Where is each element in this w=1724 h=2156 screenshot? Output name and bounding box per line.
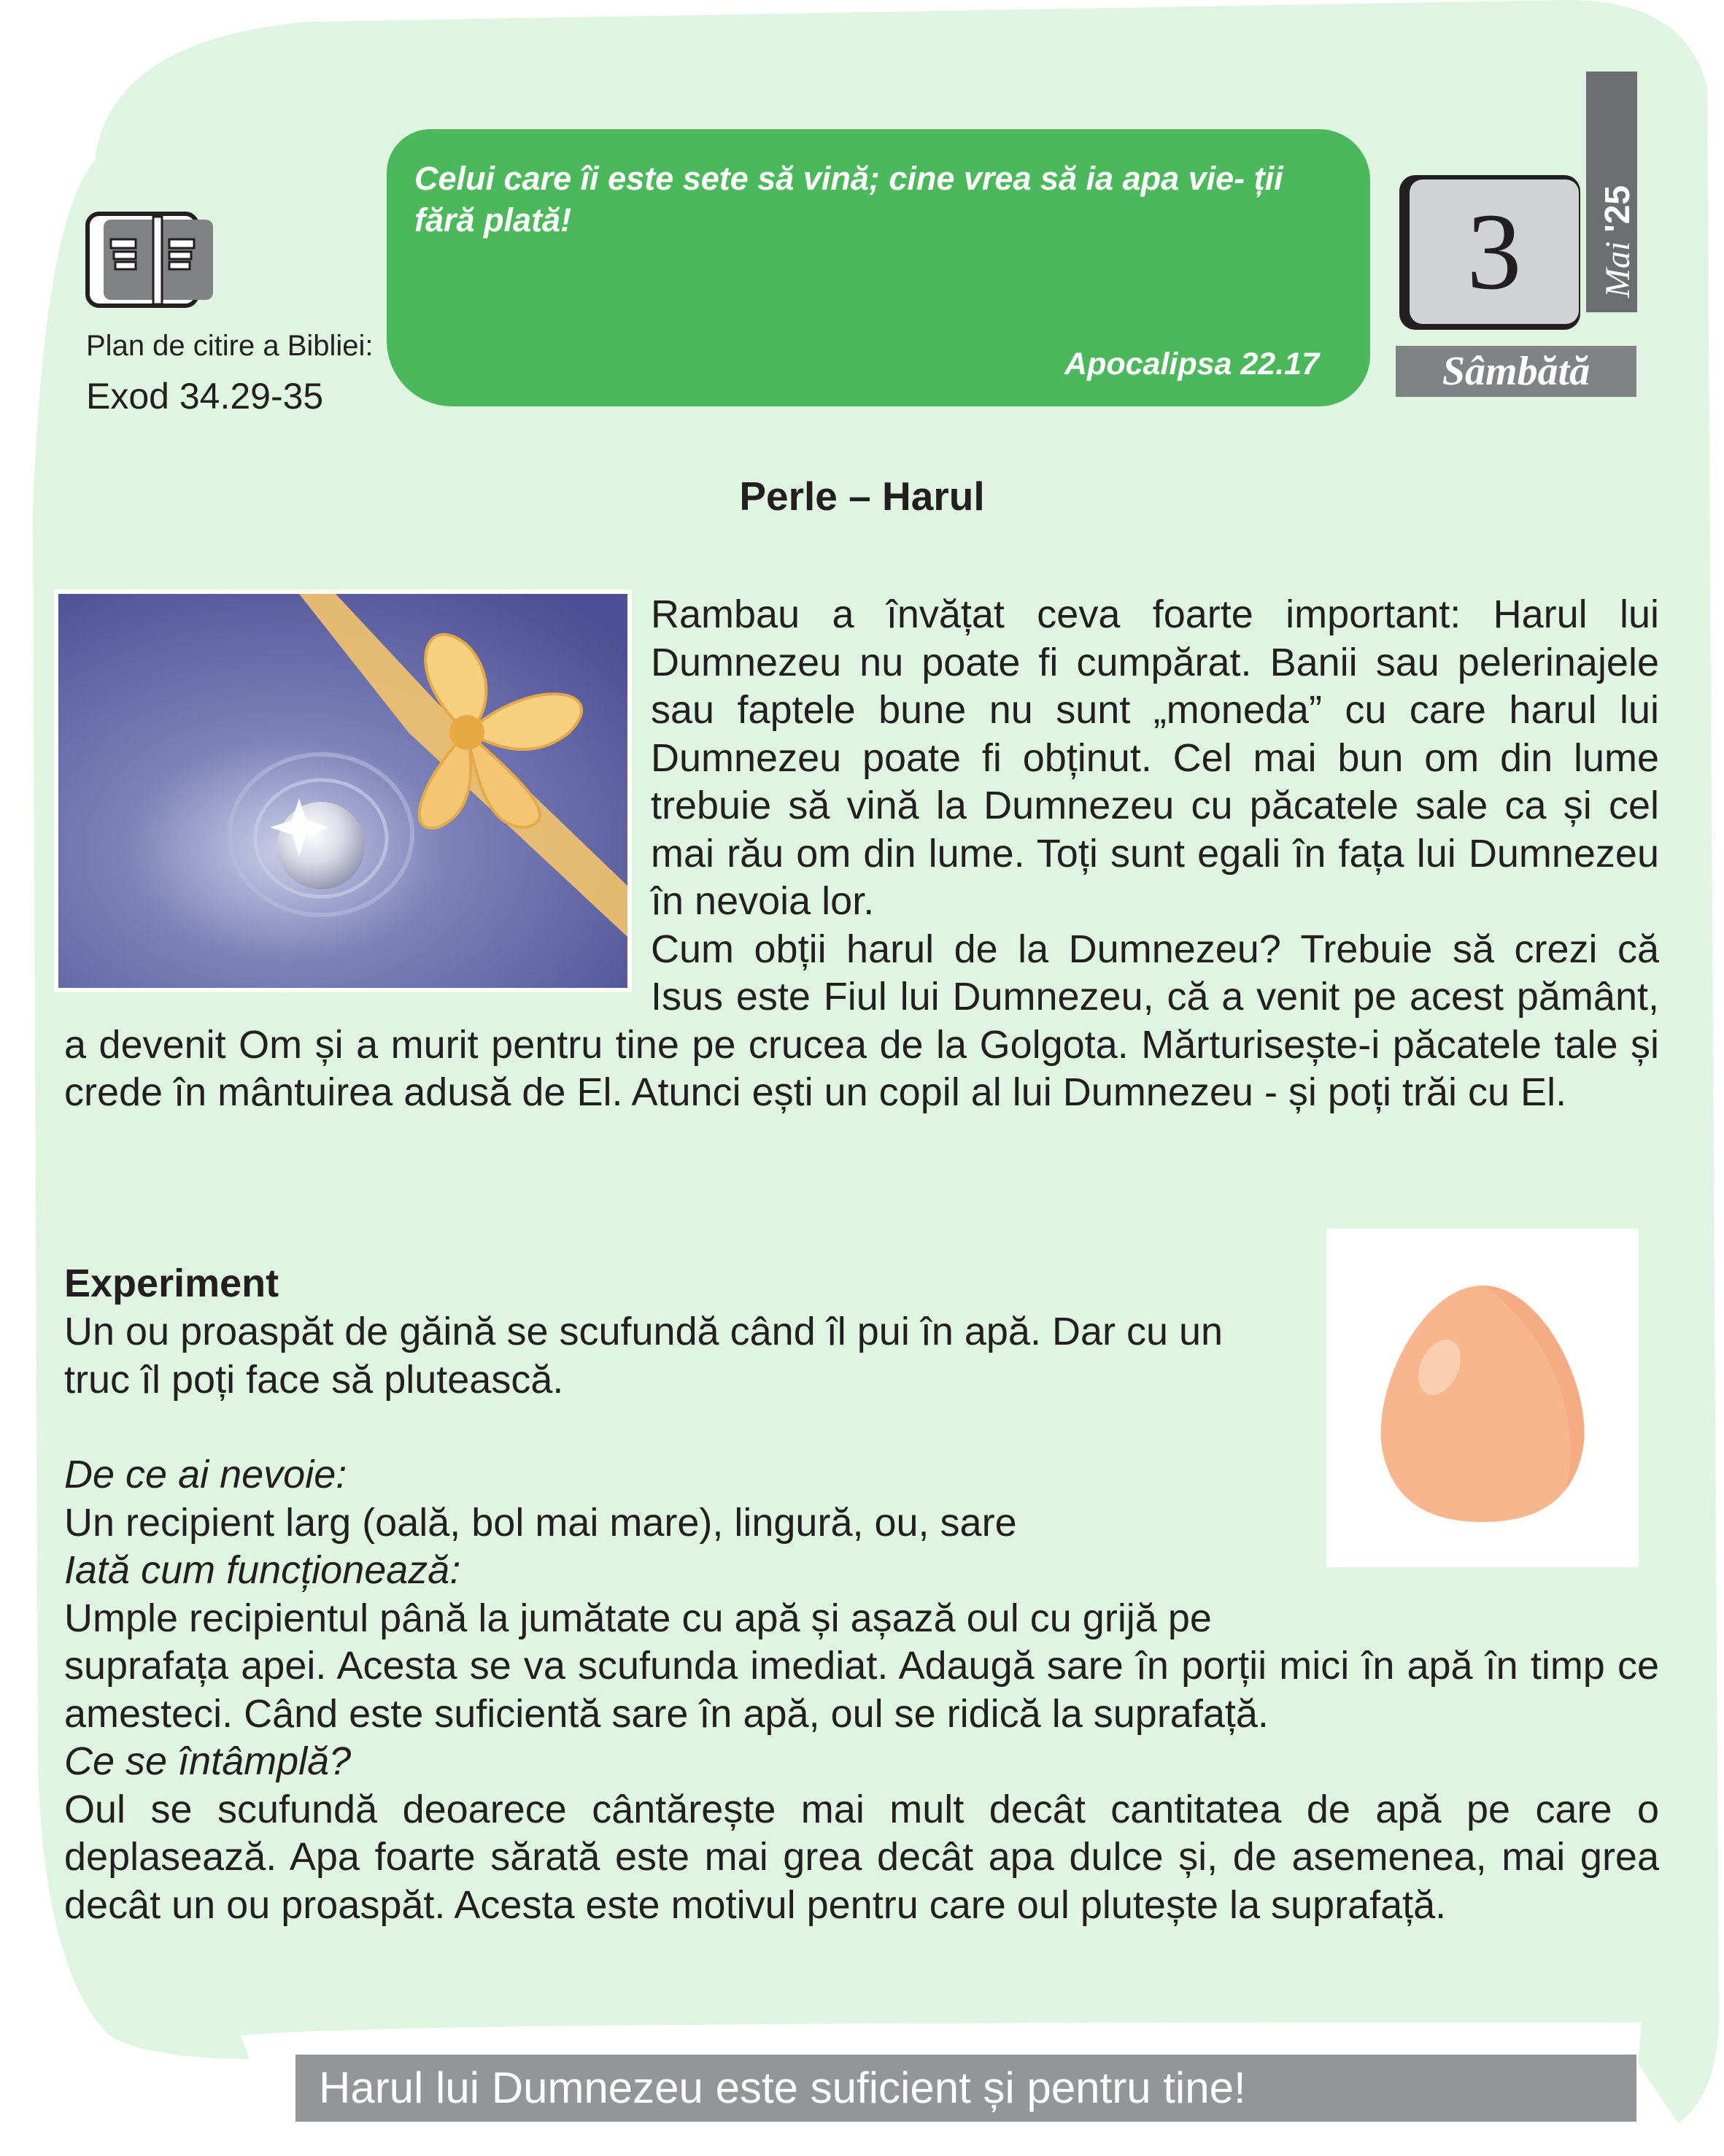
- experiment-heading: Experiment: [64, 1261, 279, 1305]
- day-card: [1410, 179, 1579, 324]
- month-year-label: [1598, 185, 1638, 298]
- how-heading: Iată cum funcționează:: [64, 1548, 461, 1592]
- day-number: 3: [1466, 191, 1522, 312]
- experiment-steps: [64, 1451, 1659, 1929]
- verse-reference: Apocalipsa 22.17: [1064, 347, 1319, 382]
- article-paragraph-1: Rambau a învățat ceva foarte important: Harul lui Dumnezeu nu poate fi cumpărat. Banii sau pelerinajele sau faptele bune nu sunt „moneda” cu care harul lui Dumnezeu poate fi obținut. Cel mai bun om din lume trebuie să vină la Dumnezeu cu păcatele sale ca și cel mai rău om din lume. Toți sunt egali în fața lui Dumnezeu în nevoia lor.: [651, 592, 1659, 923]
- needs-text: Un recipient larg (oală, bol mai mare), lingură, ou, sare: [64, 1500, 1017, 1545]
- footer-message: Harul lui Dumnezeu este suficient și pentru tine!: [319, 2063, 1246, 2112]
- what-heading: Ce se întâmplă?: [64, 1739, 352, 1783]
- how-line-1: Umple recipientul până la jumătate cu apă și așază oul cu grijă pe: [64, 1596, 1212, 1640]
- reading-plan-label: Plan de citire a Bibliei:: [86, 330, 374, 362]
- experiment-intro: [64, 1308, 1223, 1404]
- needs-heading: De ce ai nevoie:: [64, 1453, 347, 1496]
- article: [64, 591, 1659, 1117]
- what-text: Oul se scufundă deoarece cântărește mai mult decât cantitatea de apă pe care o deplasează. Apa foarte sărată este mai grea decât apa dulce și, de asemenea, mai grea decât un ou proaspăt. Acesta este motivul pentru care oul plutește la suprafață.: [64, 1787, 1659, 1927]
- year-label: '25: [1599, 185, 1637, 233]
- how-text: suprafața apei. Acesta se va scufunda imediat. Adaugă sare în porții mici în apă în timp ce amesteci. Când este suficientă sare în apă, oul se ridică la suprafață.: [64, 1644, 1659, 1736]
- article-paragraph-2: Cum obții harul de la Dumnezeu? Trebuie să crezi că Isus este Fiul lui Dumnezeu, că a venit pe acest pământ, a devenit Om și a murit pentru tine pe crucea de la Golgota. Mărturisește-i păcatele tale și crede în mântuirea adusă de El. Atunci ești un copil al lui Dumnezeu - și poți trăi cu El.: [64, 927, 1659, 1114]
- verse-text: Celui care îi este sete să vină; cine vrea să ia apa vie- ții fără plată!: [414, 160, 1283, 239]
- weekday-label: Sâmbătă: [1442, 349, 1590, 394]
- experiment-intro-line-2: truc îl poți face să plutească.: [64, 1357, 564, 1402]
- page-title: Perle – Harul: [739, 474, 985, 519]
- reading-plan-reference: Exod 34.29-35: [86, 376, 324, 417]
- experiment-intro-line-1: Un ou proaspăt de găină se scufundă când îl pui în apă. Dar cu un: [64, 1310, 1224, 1353]
- bible-reading-icon: [82, 206, 220, 314]
- month-label: Mai: [1599, 241, 1637, 298]
- pearl-gift-image: [58, 594, 627, 988]
